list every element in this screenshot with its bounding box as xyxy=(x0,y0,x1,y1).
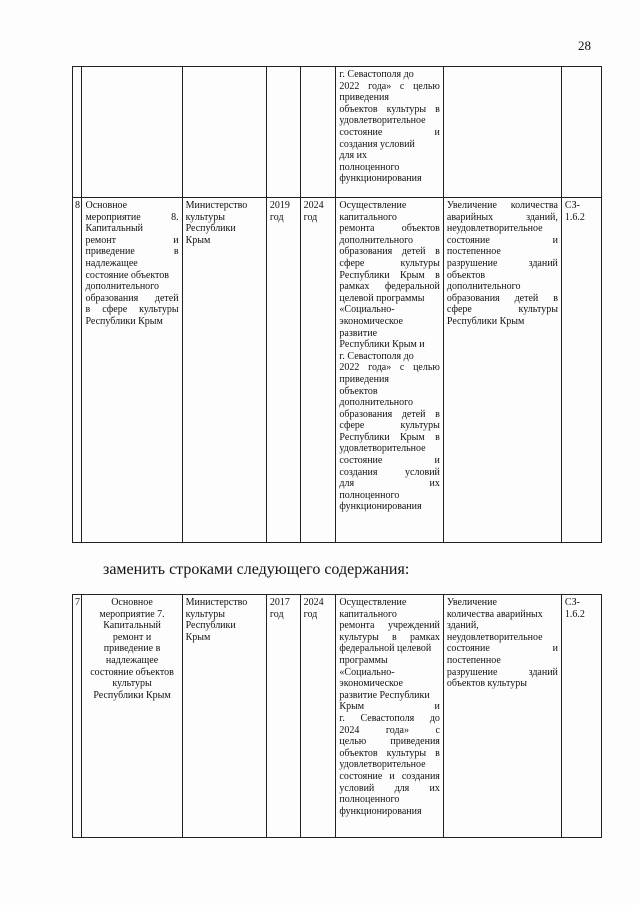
cell-name xyxy=(82,595,182,838)
cell-word: состояние xyxy=(339,770,383,782)
cell-line xyxy=(339,632,439,644)
cell-line: Основное xyxy=(111,597,153,608)
cell-line xyxy=(339,467,439,479)
cell-line xyxy=(339,713,439,725)
cell-line: состояние объектов xyxy=(90,666,174,678)
cell-line: дополнительного xyxy=(446,281,521,293)
cell-line: приведения xyxy=(339,373,389,385)
cell-line: СЗ- xyxy=(564,597,580,608)
cell-line xyxy=(339,478,439,490)
cell-line xyxy=(339,748,439,760)
cell-description xyxy=(336,198,443,543)
cell-line: развитие Республики xyxy=(339,689,430,701)
cell-line: Увеличение xyxy=(446,597,497,608)
cell-word: с xyxy=(399,362,405,374)
cell-line xyxy=(339,725,439,737)
cell-line: количества аварийных xyxy=(446,608,543,620)
cell-word: рамках xyxy=(339,281,370,293)
cell-line xyxy=(85,304,178,316)
table-bottom xyxy=(72,594,602,838)
cell-year-start xyxy=(266,67,300,198)
cell-word: до xyxy=(429,712,440,724)
cell-word: и xyxy=(173,234,179,246)
cell-word: образования xyxy=(339,246,393,258)
cell-line xyxy=(339,783,439,795)
cell-line: капитального xyxy=(339,608,397,620)
cell-word: Крым xyxy=(400,431,425,443)
cell-word: и xyxy=(552,234,558,246)
cell-line: Республики Крым xyxy=(446,315,525,327)
cell-word: ремонта xyxy=(339,223,375,235)
cell-line xyxy=(339,701,439,713)
cell-line xyxy=(339,104,439,116)
cell-word: зданий xyxy=(528,666,558,678)
cell-line: 1.6.2 xyxy=(564,608,585,620)
cell-word: года» xyxy=(368,80,392,92)
cell-word: приведения xyxy=(390,736,440,748)
cell-line: полноценного xyxy=(339,794,400,806)
cell-word: целью xyxy=(413,362,440,374)
cell-word: для xyxy=(339,478,355,490)
cell-line: удовлетворительное xyxy=(339,443,426,455)
cell-line xyxy=(85,235,178,247)
cell-year-end xyxy=(300,67,336,198)
cell-word: образования xyxy=(85,292,139,304)
cell-line: состояние объектов xyxy=(85,269,170,281)
cell-word: в xyxy=(435,408,440,420)
cell-code xyxy=(561,67,601,198)
cell-word: г. xyxy=(339,712,345,724)
table-row-8 xyxy=(73,198,602,543)
cell-line xyxy=(339,771,439,783)
cell-word: с xyxy=(399,80,405,92)
cell-line: Республики xyxy=(185,620,236,632)
cell-word: детей xyxy=(401,246,426,258)
cell-word: мероприятие xyxy=(85,211,141,223)
cell-line: дополнительного xyxy=(339,397,413,409)
cell-line xyxy=(339,455,439,467)
cell-line: «Социально- xyxy=(339,666,395,678)
cell-line: функционирования xyxy=(339,805,422,817)
cell-line: удовлетворительное xyxy=(339,115,426,127)
cell-line xyxy=(447,235,558,247)
cell-line xyxy=(339,736,439,748)
cell-line xyxy=(447,643,558,655)
cell-line xyxy=(339,81,439,93)
cell-word: их xyxy=(429,782,440,794)
cell-line: приведение в xyxy=(103,643,161,655)
cell-word: зданий xyxy=(528,257,558,269)
cell-word: Республики xyxy=(339,431,390,443)
cell-line: Основное xyxy=(85,200,128,211)
cell-word: и xyxy=(552,643,558,655)
replace-instruction: заменить строками следующего содержания: xyxy=(103,561,410,578)
table-row-7 xyxy=(73,595,602,838)
cell-result xyxy=(443,67,561,198)
cell-line xyxy=(339,409,439,421)
cell-line: «Социально- xyxy=(339,304,395,316)
cell-word: в xyxy=(392,631,397,643)
cell-line: Капитальный xyxy=(103,620,161,632)
cell-word: состояние xyxy=(446,643,490,655)
cell-word: условий xyxy=(405,466,440,478)
cell-line: федеральной целевой xyxy=(339,643,432,655)
cell-line: дополнительного xyxy=(85,281,160,293)
cell-word: с xyxy=(435,724,440,736)
cell-line: Республики Крым xyxy=(85,315,163,327)
cell-word: культуры xyxy=(400,257,440,269)
cell-word: разрушение xyxy=(446,666,498,678)
cell-line: дополнительного xyxy=(339,234,413,246)
cell-line: Министерство xyxy=(185,200,248,211)
cell-result xyxy=(443,198,561,543)
cell-word: создания xyxy=(401,770,440,782)
cell-word: федеральной xyxy=(384,281,440,293)
cell-word: состояние xyxy=(339,126,383,138)
cell-word: 2022 xyxy=(339,80,360,92)
cell-line: г. Севастополя до xyxy=(339,69,414,80)
cell-line: культуры xyxy=(185,608,225,620)
cell-line: для их xyxy=(339,150,367,162)
cell-line: г. Севастополя до xyxy=(339,350,414,362)
cell-word: состояние xyxy=(446,234,490,246)
cell-word: в xyxy=(435,431,440,443)
cell-line: СЗ- xyxy=(564,200,580,211)
cell-word: сфере xyxy=(339,257,365,269)
cell-line xyxy=(447,200,558,212)
cell-line: надлежащее xyxy=(105,654,159,666)
cell-word: детей xyxy=(154,292,179,304)
cell-word: и xyxy=(434,126,440,138)
cell-word: объектов xyxy=(339,103,378,115)
cell-line: объектов xyxy=(339,385,378,397)
cell-name xyxy=(82,67,182,198)
cell-line: функционирования xyxy=(339,501,422,513)
cell-result xyxy=(443,595,561,838)
cell-word: года» xyxy=(368,362,392,374)
cell-num xyxy=(73,67,82,198)
cell-word: культуры xyxy=(386,103,427,115)
cell-executor xyxy=(182,198,266,543)
cell-word: разрушение xyxy=(446,257,498,269)
cell-line xyxy=(447,212,558,224)
table-row-continuation xyxy=(73,67,602,198)
cell-word: для xyxy=(394,782,410,794)
cell-name xyxy=(82,198,182,543)
cell-word: Крым xyxy=(339,701,365,713)
cell-line: объектов xyxy=(446,269,486,281)
cell-word: целью xyxy=(413,80,440,92)
cell-word: в xyxy=(85,304,91,316)
cell-word: культуры xyxy=(339,631,379,643)
cell-line xyxy=(339,281,439,293)
cell-line: целевой программы xyxy=(339,292,425,304)
cell-word: в xyxy=(435,747,440,759)
cell-line: создания условий xyxy=(339,138,415,150)
cell-word: создания xyxy=(339,466,378,478)
cell-num: 8 xyxy=(73,198,82,543)
cell-word: объектов xyxy=(339,747,378,759)
cell-line: зданий, xyxy=(446,620,479,632)
cell-line: 1.6.2 xyxy=(564,211,585,223)
cell-line: Осуществление xyxy=(339,200,407,211)
cell-line: удовлетворительное xyxy=(339,759,426,771)
cell-line: экономическое xyxy=(339,678,403,690)
cell-line xyxy=(339,258,439,270)
cell-line: Министерство xyxy=(185,597,248,608)
cell-line: постепенное xyxy=(446,654,501,666)
cell-word: и xyxy=(434,455,440,467)
cell-line: Крым xyxy=(185,631,211,643)
cell-executor xyxy=(182,595,266,838)
cell-year-end: 2024 год xyxy=(300,595,336,838)
cell-word: в xyxy=(435,269,440,281)
cell-line: функционирования xyxy=(339,173,422,185)
cell-line: полноценного xyxy=(339,489,400,501)
cell-line xyxy=(339,620,439,632)
cell-line xyxy=(447,258,558,270)
cell-line xyxy=(339,127,439,139)
cell-word: года» xyxy=(385,724,409,736)
cell-line xyxy=(85,293,178,305)
cell-line xyxy=(339,223,439,235)
cell-word: детей xyxy=(401,408,426,420)
cell-line xyxy=(447,293,558,305)
cell-line: ремонт и xyxy=(112,631,152,643)
cell-word: в xyxy=(553,292,558,304)
cell-line: Республики xyxy=(185,223,236,235)
cell-word: 2022 xyxy=(339,362,360,374)
cell-word: 2024 xyxy=(339,724,360,736)
cell-word: в xyxy=(435,246,440,258)
cell-line xyxy=(447,304,558,316)
cell-word: культуры xyxy=(139,304,179,316)
cell-line: объектов культуры xyxy=(446,678,527,690)
cell-word: рамках xyxy=(409,631,440,643)
cell-line: неудовлетворительное xyxy=(446,223,543,235)
cell-word: культуры xyxy=(518,304,558,316)
cell-line: развитие xyxy=(339,327,378,339)
cell-line: культуры xyxy=(112,678,152,690)
cell-line xyxy=(339,420,439,432)
cell-line xyxy=(85,246,178,258)
cell-word: объектов xyxy=(401,223,440,235)
cell-line xyxy=(339,270,439,282)
cell-line: Республики Крым и xyxy=(339,339,425,351)
cell-word: ремонт xyxy=(85,234,116,246)
cell-code xyxy=(561,595,601,838)
cell-line: Капитальный xyxy=(85,223,144,235)
cell-line: приведения xyxy=(339,92,389,104)
table-top xyxy=(72,66,602,543)
cell-line: экономическое xyxy=(339,315,403,327)
cell-word: сфере xyxy=(339,420,365,432)
cell-line xyxy=(339,246,439,258)
cell-word: и xyxy=(389,770,395,782)
cell-word: в xyxy=(435,103,440,115)
cell-line: надлежащее xyxy=(85,257,138,269)
cell-year-start: 2019 год xyxy=(266,198,300,543)
cell-word: в xyxy=(173,246,179,258)
cell-word: целью xyxy=(339,736,367,748)
cell-line xyxy=(339,362,439,374)
cell-word: ремонта xyxy=(339,620,375,632)
cell-code xyxy=(561,198,601,543)
cell-word: и xyxy=(434,701,440,713)
cell-year-start: 2017 год xyxy=(266,595,300,838)
cell-word: детей xyxy=(514,292,539,304)
cell-year-end: 2024 год xyxy=(300,198,336,543)
cell-description xyxy=(336,67,443,198)
cell-line: постепенное xyxy=(446,246,501,258)
cell-line: мероприятие 7. xyxy=(99,608,165,620)
cell-word: Крым xyxy=(400,269,425,281)
cell-word: зданий, xyxy=(526,211,558,223)
cell-line xyxy=(85,212,178,224)
cell-line: капитального xyxy=(339,211,397,223)
page-number: 28 xyxy=(578,38,591,53)
cell-word: состояние xyxy=(339,455,383,467)
cell-line xyxy=(339,432,439,444)
cell-word: условий xyxy=(339,782,375,794)
cell-word: Севастополя xyxy=(360,712,415,724)
cell-word: сфере xyxy=(102,304,128,316)
cell-line: программы xyxy=(339,654,388,666)
cell-line: Крым xyxy=(185,234,211,246)
cell-word: Увеличение xyxy=(446,200,497,211)
cell-word: культуры xyxy=(400,420,440,432)
cell-word: учреждений xyxy=(387,620,440,632)
cell-word: их xyxy=(429,478,440,490)
cell-num: 7 xyxy=(73,595,82,838)
cell-word: 8. xyxy=(171,211,179,223)
cell-word: аварийных xyxy=(446,211,494,223)
cell-line xyxy=(447,667,558,679)
cell-description xyxy=(336,595,443,838)
cell-word: сфере xyxy=(446,304,472,316)
cell-executor xyxy=(182,67,266,198)
cell-line: Республики Крым xyxy=(93,689,171,701)
cell-line: неудовлетворительное xyxy=(446,631,543,643)
cell-word: количества xyxy=(510,200,558,211)
cell-word: образования xyxy=(446,292,500,304)
cell-word: Республики xyxy=(339,269,390,281)
cell-word: культуры xyxy=(386,747,427,759)
cell-word: приведение xyxy=(85,246,135,258)
cell-line: полноценного xyxy=(339,161,400,173)
cell-line: культуры xyxy=(185,211,225,223)
cell-line: Осуществление xyxy=(339,597,407,608)
cell-word: образования xyxy=(339,408,393,420)
